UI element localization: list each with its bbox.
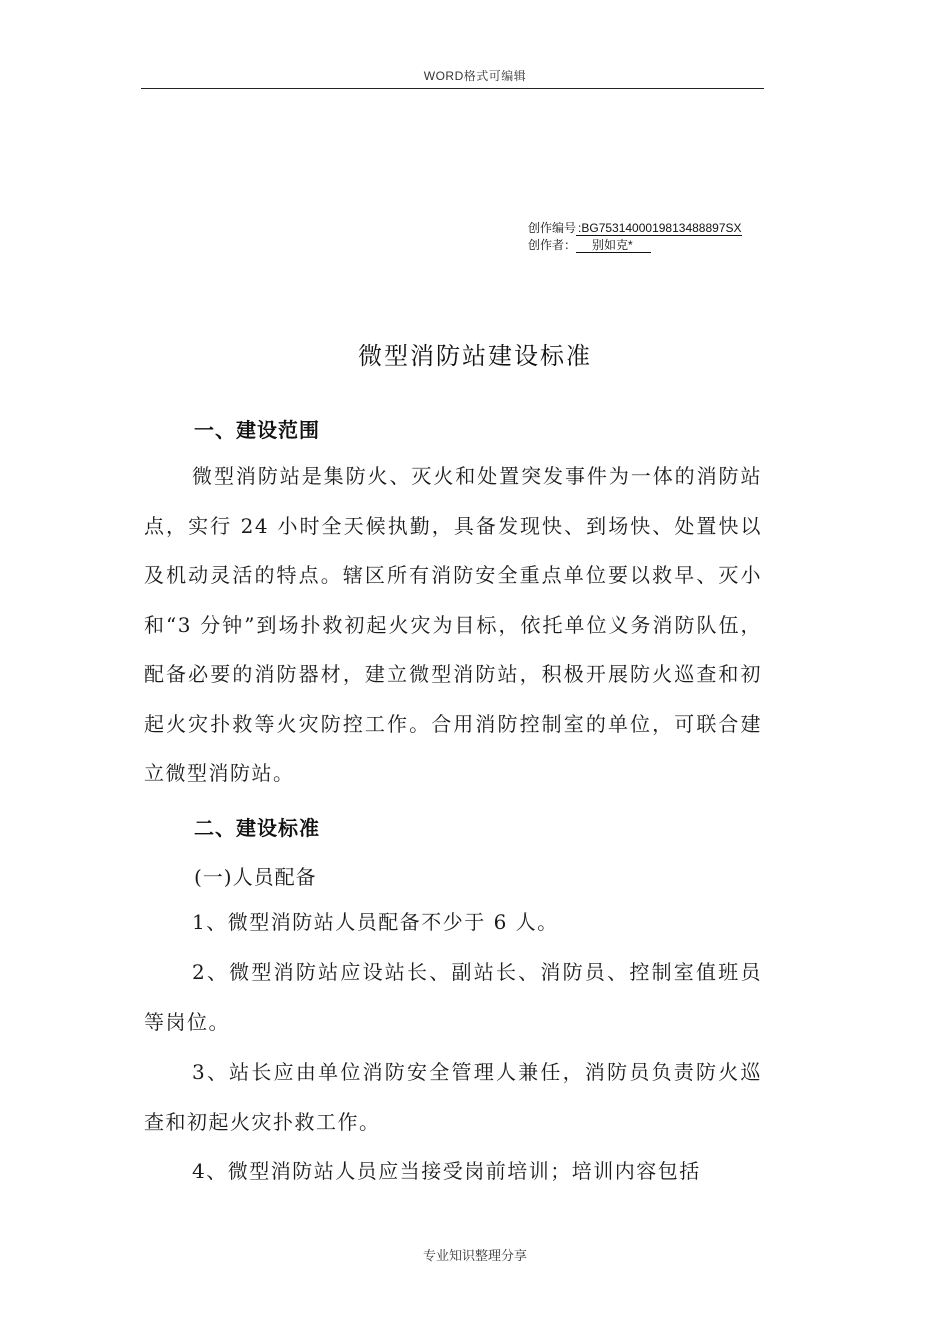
section-2-heading: 二、建设标准	[194, 816, 320, 840]
creation-code-label: 创作编号	[528, 221, 577, 235]
page-footer: 专业知识整理分享	[422, 1249, 527, 1264]
author-value: 别如克*	[576, 238, 651, 253]
header-divider	[141, 88, 764, 89]
creation-code-value: :BG7531400019813488897SX	[578, 221, 742, 235]
list-item-3: 3、站长应由单位消防安全管理人兼任，消防员负责防火巡查和初起火灾扑救工作。	[144, 1060, 762, 1134]
creation-code-line	[528, 219, 742, 236]
author-label: 创作者：	[528, 238, 577, 252]
page-header: WORD格式可编辑	[423, 69, 527, 83]
subsection-personnel-heading: (一)人员配备	[194, 865, 317, 889]
document-title: 微型消防站建设标准	[358, 342, 592, 370]
list-item-4: 4、微型消防站人员应当接受岗前培训；培训内容包括	[192, 1159, 701, 1183]
list-item-2: 2、微型消防站应设站长、副站长、消防员、控制室值班员等岗位。	[144, 960, 762, 1034]
list-item-1: 1、微型消防站人员配备不少于 6 人。	[192, 910, 559, 934]
section-1-paragraph: 微型消防站是集防火、灭火和处置突发事件为一体的消防站点，实行 24 小时全天候执勤，具备发现快、到场快、处置快以及机动灵活的特点。辖区所有消防安全重点单位要以救早、灭小和“3 分钟”到场扑救初起火灾为目标，依托单位义务消防队伍，配备必要的消防器材，建立微型消防站，积极开展防火巡查和初起火灾扑救等火灾防控工作。合用消防控制室的单位，可联合建立微型消防站。	[144, 464, 762, 785]
author-line	[528, 236, 651, 253]
section-1-heading: 一、建设范围	[194, 418, 320, 442]
